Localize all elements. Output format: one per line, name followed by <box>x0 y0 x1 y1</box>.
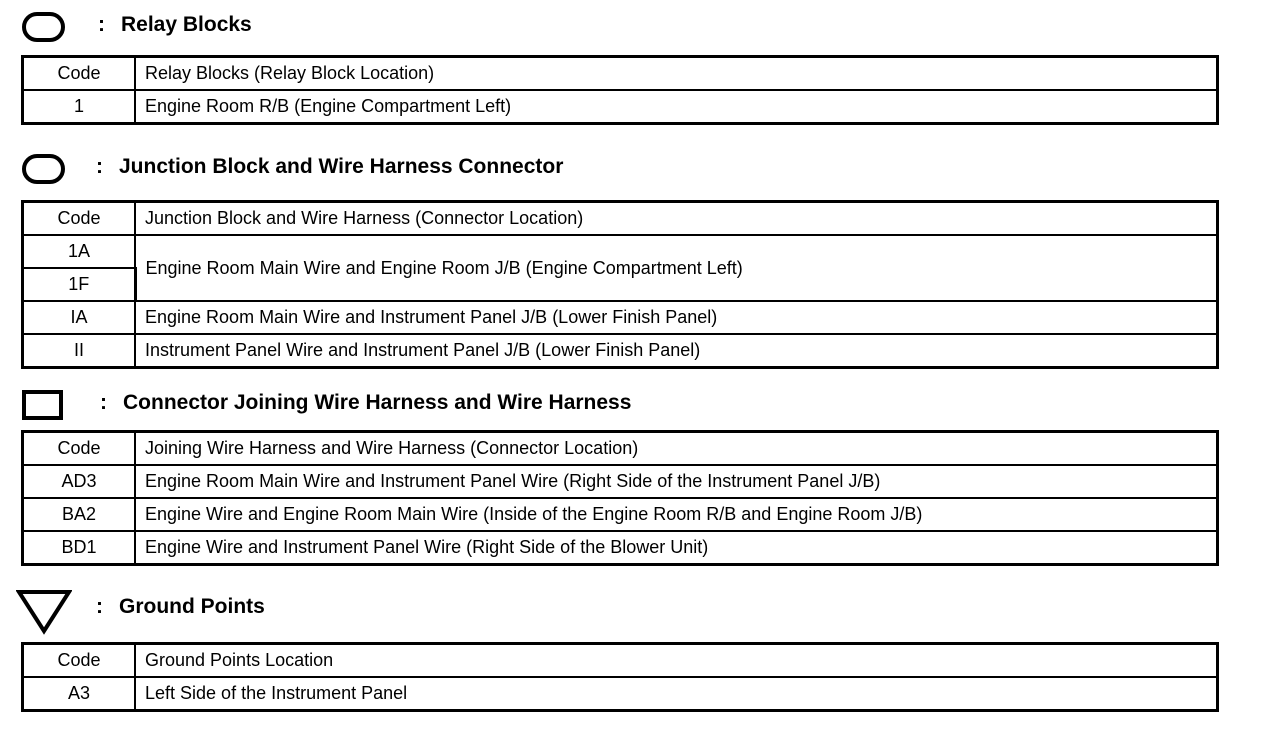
location-cell: Engine Wire and Instrument Panel Wire (Right Side of the Blower Unit) <box>135 531 1218 565</box>
table-row <box>23 301 1218 334</box>
heading-colon: : <box>100 391 107 414</box>
table-row <box>23 235 1218 268</box>
ground-point-symbol-icon <box>16 589 72 635</box>
code-cell: IA <box>23 301 136 334</box>
section-heading <box>0 152 900 192</box>
location-cell: Engine Room Main Wire and Instrument Panel J/B (Lower Finish Panel) <box>135 301 1218 334</box>
table-header-row <box>23 644 1218 678</box>
code-cell: 1F <box>23 268 136 301</box>
location-header: Junction Block and Wire Harness (Connector Location) <box>135 202 1218 236</box>
connector-symbol-icon <box>22 390 63 420</box>
junction-block-table <box>21 200 1219 369</box>
code-cell: A3 <box>23 677 136 711</box>
location-cell: Engine Room Main Wire and Instrument Panel Wire (Right Side of the Instrument Panel J/B) <box>135 465 1218 498</box>
code-cell: 1A <box>23 235 136 268</box>
code-header: Code <box>23 432 136 466</box>
table-row <box>23 531 1218 565</box>
table-header-row <box>23 432 1218 466</box>
code-header: Code <box>23 644 136 678</box>
relay-block-symbol-icon <box>22 12 65 42</box>
heading-colon: : <box>96 595 103 618</box>
code-header: Code <box>23 57 136 91</box>
location-cell: Engine Wire and Engine Room Main Wire (Inside of the Engine Room R/B and Engine Room J/B) <box>135 498 1218 531</box>
ground-points-table <box>21 642 1219 712</box>
heading-colon: : <box>96 155 103 178</box>
location-header: Relay Blocks (Relay Block Location) <box>135 57 1218 91</box>
location-cell: Engine Room Main Wire and Engine Room J/B (Engine Compartment Left) <box>135 235 1218 301</box>
table-row <box>23 90 1218 124</box>
table-header-row <box>23 57 1218 91</box>
section-heading <box>0 388 900 428</box>
table-row <box>23 334 1218 368</box>
code-cell: BD1 <box>23 531 136 565</box>
location-cell: Instrument Panel Wire and Instrument Panel J/B (Lower Finish Panel) <box>135 334 1218 368</box>
code-cell: 1 <box>23 90 136 124</box>
connector-joining-table <box>21 430 1219 566</box>
table-row <box>23 677 1218 711</box>
table-row <box>23 498 1218 531</box>
location-header: Ground Points Location <box>135 644 1218 678</box>
location-cell: Engine Room R/B (Engine Compartment Left) <box>135 90 1218 124</box>
section-heading <box>0 10 900 50</box>
code-cell: II <box>23 334 136 368</box>
section-heading <box>0 589 900 629</box>
section-title: Connector Joining Wire Harness and Wire Harness <box>123 391 632 414</box>
section-title: Ground Points <box>119 595 265 618</box>
heading-colon: : <box>98 13 105 36</box>
code-header: Code <box>23 202 136 236</box>
code-cell: BA2 <box>23 498 136 531</box>
location-cell: Left Side of the Instrument Panel <box>135 677 1218 711</box>
table-header-row <box>23 202 1218 236</box>
relay-blocks-table <box>21 55 1219 125</box>
location-header: Joining Wire Harness and Wire Harness (Connector Location) <box>135 432 1218 466</box>
code-cell: AD3 <box>23 465 136 498</box>
section-title: Relay Blocks <box>121 13 252 36</box>
table-row <box>23 465 1218 498</box>
junction-block-symbol-icon <box>22 154 65 184</box>
section-title: Junction Block and Wire Harness Connector <box>119 155 564 178</box>
